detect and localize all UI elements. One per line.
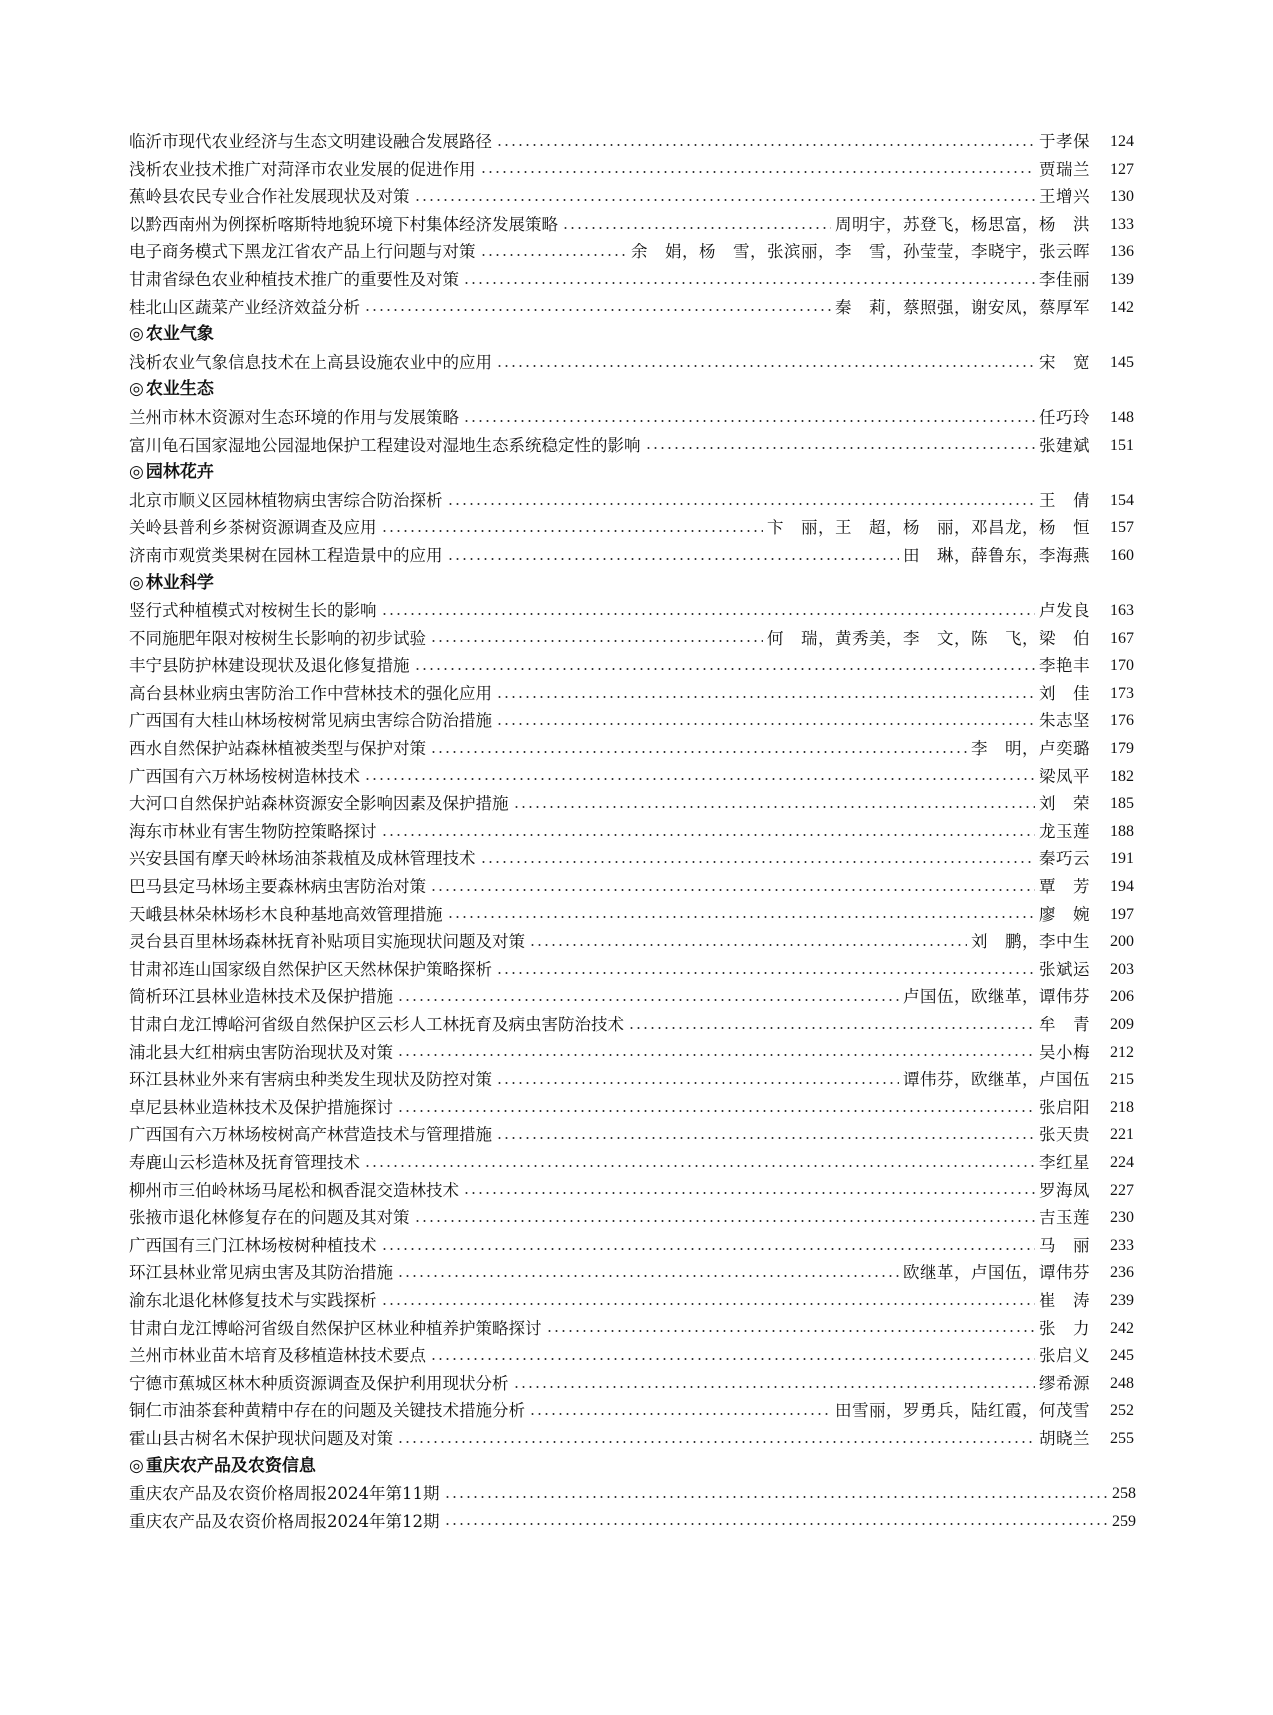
toc-entry[interactable] (129, 845, 1134, 873)
toc-entry[interactable] (129, 735, 1134, 763)
toc-entry[interactable] (129, 432, 1134, 460)
entry-page-number: 230 (1110, 1209, 1134, 1227)
dot-leader (463, 282, 1035, 284)
toc-entry[interactable] (129, 1094, 1134, 1122)
entry-title: 富川龟石国家湿地公园湿地保护工程建设对湿地生态系统稳定性的影响 (129, 435, 641, 455)
dot-leader (430, 1358, 1035, 1360)
entry-author: 贾瑞兰 (1039, 159, 1090, 179)
toc-entry[interactable] (129, 928, 1134, 956)
section-heading-text: 园林花卉 (145, 462, 214, 483)
entry-page-number: 259 (1112, 1512, 1136, 1530)
entry-page-number: 200 (1110, 933, 1134, 951)
entry-page-number: 170 (1110, 657, 1134, 675)
toc-entry[interactable] (129, 404, 1134, 432)
entry-title: 宁德市蕉城区林木种质资源调查及保护利用现状分析 (129, 1373, 509, 1393)
entry-page-number: 176 (1110, 712, 1134, 730)
toc-entry[interactable] (129, 1315, 1134, 1343)
entry-page-number: 212 (1110, 1043, 1134, 1061)
dot-leader (397, 1110, 1035, 1112)
entry-page-number: 191 (1110, 850, 1134, 868)
entry-title: 电子商务模式下黑龙江省农产品上行问题与对策 (129, 242, 476, 262)
entry-author: 卞 丽，王 超，杨 丽，邓昌龙，杨 恒 (767, 518, 1090, 538)
entry-page-number: 182 (1110, 767, 1134, 785)
dot-leader (645, 447, 1036, 449)
entry-title: 海东市林业有害生物防控策略探讨 (129, 821, 377, 841)
entry-page-number: 242 (1110, 1319, 1134, 1337)
toc-entry[interactable] (129, 1397, 1134, 1425)
toc-entry[interactable] (129, 1370, 1134, 1398)
toc-entry[interactable] (129, 873, 1134, 901)
entry-title: 兴安县国有摩天岭林场油茶栽植及成林管理技术 (129, 849, 476, 869)
entry-title: 霍山县古树名木保护现状问题及对策 (129, 1428, 393, 1448)
toc-entry[interactable] (129, 1480, 1134, 1508)
dot-leader (381, 834, 1036, 836)
entry-page-number: 179 (1110, 740, 1134, 758)
entry-title: 环江县林业常见病虫害及其防治措施 (129, 1263, 393, 1283)
entry-title: 重庆农产品及农资价格周报2024年第12期 (129, 1511, 440, 1531)
entry-author: 于孝保 (1039, 132, 1090, 151)
entry-title: 广西国有大桂山林场桉树常见病虫害综合防治措施 (129, 711, 492, 731)
toc-entry[interactable] (129, 266, 1134, 294)
entry-page-number: 160 (1110, 546, 1134, 564)
entry-author: 缪希源 (1039, 1373, 1090, 1393)
section-heading (129, 570, 1134, 598)
toc-entry[interactable] (129, 211, 1134, 239)
toc-entry[interactable] (129, 487, 1134, 515)
dot-leader (562, 227, 831, 229)
toc-entry[interactable] (129, 790, 1134, 818)
entry-title: 巴马县定马林场主要森林病虫害防治对策 (129, 877, 426, 897)
dot-leader (463, 1192, 1035, 1194)
toc-entry[interactable] (129, 1508, 1134, 1536)
toc-entry[interactable] (129, 542, 1134, 570)
toc-entry[interactable] (129, 1066, 1134, 1094)
table-of-contents (129, 128, 1134, 1535)
entry-page-number: 239 (1110, 1291, 1134, 1309)
toc-entry[interactable] (129, 514, 1134, 542)
toc-entry[interactable] (129, 1039, 1134, 1067)
entry-author: 梁凤平 (1039, 766, 1090, 786)
dot-leader (529, 1413, 831, 1415)
entry-author: 廖 婉 (1039, 904, 1090, 924)
toc-entry[interactable] (129, 183, 1134, 211)
section-marker-icon: ◎ (129, 462, 144, 483)
entry-title: 大河口自然保护站森林资源安全影响因素及保护措施 (129, 794, 509, 814)
section-marker-icon: ◎ (129, 324, 144, 345)
entry-page-number: 236 (1110, 1264, 1134, 1282)
toc-entry[interactable] (129, 156, 1134, 184)
entry-author: 张斌运 (1039, 959, 1090, 979)
entry-title: 济南市观赏类果树在园林工程造景中的应用 (129, 545, 443, 565)
dot-leader (444, 1496, 1109, 1498)
dot-leader (447, 503, 1036, 505)
entry-author: 秦巧云 (1039, 849, 1090, 869)
entry-title: 蕉岭县农民专业合作社发展现状及对策 (129, 187, 410, 207)
dot-leader (381, 1303, 1036, 1305)
entry-page-number: 136 (1110, 243, 1134, 261)
entry-author: 卢发良 (1039, 601, 1090, 621)
dot-leader (430, 889, 1035, 891)
dot-leader (414, 668, 1036, 670)
toc-entry[interactable] (129, 597, 1134, 625)
entry-author: 田雪丽，罗勇兵，陆红霞，何茂雪 (835, 1401, 1090, 1421)
entry-title: 浅析农业气象信息技术在上高县设施农业中的应用 (129, 352, 492, 372)
entry-title: 兰州市林木资源对生态环境的作用与发展策略 (129, 407, 459, 427)
toc-entry[interactable] (129, 1425, 1134, 1453)
entry-page-number: 227 (1110, 1181, 1134, 1199)
entry-author: 李佳丽 (1039, 269, 1090, 289)
entry-author: 张 力 (1039, 1318, 1090, 1338)
dot-leader (463, 420, 1035, 422)
toc-entry[interactable] (129, 349, 1134, 377)
entry-author: 覃 芳 (1039, 877, 1090, 897)
section-heading (129, 376, 1134, 404)
dot-leader (397, 1054, 1035, 1056)
toc-entry[interactable] (129, 1232, 1134, 1260)
entry-page-number: 252 (1110, 1402, 1134, 1420)
dot-leader (496, 1137, 1035, 1139)
entry-title: 张掖市退化林修复存在的问题及其对策 (129, 1208, 410, 1228)
entry-title: 广西国有六万林场桉树造林技术 (129, 766, 360, 786)
section-heading-text: 农业生态 (145, 379, 214, 400)
entry-page-number: 209 (1110, 1016, 1134, 1033)
entry-page-number: 203 (1110, 960, 1134, 978)
entry-title: 关岭县普利乡茶树资源调查及应用 (129, 518, 377, 538)
entry-title: 甘肃省绿色农业种植技术推广的重要性及对策 (129, 269, 459, 289)
entry-page-number: 221 (1110, 1126, 1134, 1144)
entry-title: 西水自然保护站森林植被类型与保护对策 (129, 739, 426, 759)
toc-entry[interactable] (129, 1121, 1134, 1149)
toc-entry[interactable] (129, 1011, 1134, 1039)
entry-title: 高台县林业病虫害防治工作中营林技术的强化应用 (129, 683, 492, 703)
entry-page-number: 167 (1110, 629, 1134, 647)
toc-entry[interactable] (129, 1287, 1134, 1315)
entry-title: 北京市顺义区园林植物病虫害综合防治探析 (129, 490, 443, 510)
dot-leader (496, 1082, 899, 1084)
entry-title: 丰宁县防护林建设现状及退化修复措施 (129, 656, 410, 676)
toc-entry[interactable] (129, 707, 1134, 735)
section-heading-text: 农业气象 (145, 324, 214, 345)
toc-entry[interactable] (129, 652, 1134, 680)
dot-leader (447, 916, 1036, 918)
entry-page-number: 142 (1110, 298, 1134, 316)
entry-page-number: 224 (1110, 1153, 1134, 1171)
entry-title: 柳州市三伯岭林场马尾松和枫香混交造林技术 (129, 1180, 459, 1200)
entry-author: 吉玉莲 (1039, 1208, 1090, 1228)
entry-page-number: 154 (1110, 491, 1134, 509)
entry-title: 广西国有六万林场桉树高产林营造技术与管理措施 (129, 1125, 492, 1145)
entry-page-number: 258 (1112, 1485, 1136, 1503)
entry-page-number: 163 (1110, 602, 1134, 620)
entry-page-number: 157 (1110, 519, 1134, 537)
toc-entry[interactable] (129, 625, 1134, 653)
dot-leader (397, 1441, 1035, 1443)
entry-author: 张天贵 (1039, 1125, 1090, 1145)
entry-page-number: 233 (1110, 1236, 1134, 1254)
section-marker-icon: ◎ (129, 379, 144, 400)
entry-author: 罗海凤 (1039, 1180, 1090, 1200)
dot-leader (513, 806, 1036, 808)
dot-leader (447, 558, 900, 560)
entry-title: 广西国有三门江林场桉树种植技术 (129, 1235, 377, 1255)
entry-author: 崔 涛 (1039, 1290, 1090, 1310)
dot-leader (397, 1275, 899, 1277)
entry-title: 灵台县百里林场森林抚育补贴项目实施现状问题及对策 (129, 932, 525, 952)
toc-entry[interactable] (129, 1204, 1134, 1232)
entry-title: 寿鹿山云杉造林及抚育管理技术 (129, 1152, 360, 1172)
entry-title: 甘肃白龙江博峪河省级自然保护区云杉人工林抚育及病虫害防治技术 (129, 1015, 624, 1034)
entry-page-number: 173 (1110, 684, 1134, 702)
entry-author: 胡晓兰 (1039, 1428, 1090, 1448)
dot-leader (381, 1248, 1036, 1250)
section-marker-icon: ◎ (129, 1455, 144, 1476)
toc-entry[interactable] (129, 1259, 1134, 1287)
section-marker-icon: ◎ (129, 572, 144, 593)
entry-page-number: 197 (1110, 905, 1134, 923)
dot-leader (397, 999, 899, 1001)
entry-page-number: 245 (1110, 1347, 1134, 1365)
dot-leader (480, 861, 1036, 863)
entry-page-number: 139 (1110, 270, 1134, 288)
entry-title: 铜仁市油茶套种黄精中存在的问题及关键技术措施分析 (129, 1401, 525, 1421)
section-heading (129, 321, 1134, 349)
entry-author: 李艳丰 (1039, 656, 1090, 676)
entry-page-number: 206 (1110, 988, 1134, 1006)
toc-entry[interactable] (129, 238, 1134, 266)
dot-leader (480, 171, 1036, 173)
entry-author: 田 琳，薛鲁东，李海燕 (903, 545, 1090, 565)
entry-author: 朱志坚 (1039, 711, 1090, 731)
dot-leader (381, 530, 764, 532)
dot-leader (381, 613, 1036, 615)
entry-page-number: 185 (1110, 795, 1134, 813)
entry-page-number: 248 (1110, 1374, 1134, 1392)
entry-author: 张启阳 (1039, 1097, 1090, 1117)
entry-author: 谭伟芬，欧继革，卢国伍 (903, 1070, 1090, 1090)
entry-title: 浅析农业技术推广对菏泽市农业发展的促进作用 (129, 159, 476, 179)
entry-author: 周明宇，苏登飞，杨思富，杨 洪 (835, 214, 1090, 234)
entry-title: 桂北山区蔬菜产业经济效益分析 (129, 297, 360, 317)
entry-title: 重庆农产品及农资价格周报2024年第11期 (129, 1484, 440, 1504)
entry-author: 刘 荣 (1039, 794, 1090, 814)
entry-author: 王增兴 (1039, 187, 1090, 207)
entry-page-number: 127 (1110, 160, 1134, 178)
entry-title: 环江县林业外来有害病虫种类发生现状及防控对策 (129, 1070, 492, 1090)
toc-entry[interactable] (129, 983, 1134, 1011)
entry-author: 李 明，卢奕璐 (971, 739, 1090, 759)
dot-leader (496, 144, 1035, 146)
entry-page-number: 130 (1110, 188, 1134, 206)
toc-entry[interactable] (129, 763, 1134, 791)
entry-page-number: 255 (1110, 1429, 1134, 1447)
entry-page-number: 133 (1110, 215, 1134, 233)
dot-leader (529, 944, 967, 946)
entry-title: 天峨县林朵林场杉木良种基地高效管理措施 (129, 904, 443, 924)
entry-author: 宋 宽 (1039, 352, 1090, 372)
entry-title: 竖行式种植模式对桉树生长的影响 (129, 601, 377, 621)
toc-entry[interactable] (129, 1149, 1134, 1177)
toc-entry[interactable] (129, 956, 1134, 984)
dot-leader (496, 723, 1035, 725)
entry-author: 任巧玲 (1039, 407, 1090, 427)
dot-leader (496, 696, 1035, 698)
entry-page-number: 124 (1110, 133, 1134, 150)
dot-leader (364, 309, 831, 311)
entry-page-number: 215 (1110, 1071, 1134, 1089)
dot-leader (496, 972, 1035, 974)
entry-page-number: 194 (1110, 878, 1134, 896)
dot-leader (414, 1220, 1036, 1222)
entry-author: 张启义 (1039, 1346, 1090, 1366)
entry-title: 不同施肥年限对桉树生长影响的初步试验 (129, 628, 426, 648)
dot-leader (414, 199, 1036, 201)
entry-title: 临沂市现代农业经济与生态文明建设融合发展路径 (129, 132, 492, 151)
entry-author: 何 瑞，黄秀美，李 文，陈 飞，梁 伯 (767, 628, 1090, 648)
dot-leader (364, 1165, 1035, 1167)
entry-title: 浦北县大红柑病虫害防治现状及对策 (129, 1042, 393, 1062)
entry-title: 甘肃白龙江博峪河省级自然保护区林业种植养护策略探讨 (129, 1318, 542, 1338)
dot-leader (444, 1523, 1109, 1525)
entry-author: 牟 青 (1039, 1015, 1090, 1034)
section-heading-text: 林业科学 (145, 572, 214, 593)
dot-leader (430, 751, 967, 753)
dot-leader (364, 778, 1035, 780)
entry-title: 卓尼县林业造林技术及保护措施探讨 (129, 1097, 393, 1117)
entry-author: 卢国伍，欧继革，谭伟芬 (903, 987, 1090, 1007)
toc-entry[interactable] (129, 818, 1134, 846)
entry-author: 王 倩 (1039, 490, 1090, 510)
entry-author: 张建斌 (1039, 435, 1090, 455)
entry-author: 马 丽 (1039, 1235, 1090, 1255)
entry-title: 以黔西南州为例探析喀斯特地貌环境下村集体经济发展策略 (129, 214, 558, 234)
toc-entry[interactable] (129, 680, 1134, 708)
entry-author: 龙玉莲 (1039, 821, 1090, 841)
toc-entry[interactable] (129, 128, 1134, 156)
entry-page-number: 218 (1110, 1098, 1134, 1116)
entry-page-number: 148 (1110, 408, 1134, 426)
toc-entry[interactable] (129, 901, 1134, 929)
entry-page-number: 188 (1110, 822, 1134, 840)
entry-title: 甘肃祁连山国家级自然保护区天然林保护策略探析 (129, 959, 492, 979)
toc-entry[interactable] (129, 294, 1134, 322)
entry-title: 简析环江县林业造林技术及保护措施 (129, 987, 393, 1007)
toc-entry[interactable] (129, 1177, 1134, 1205)
entry-title: 兰州市林业苗木培育及移植造林技术要点 (129, 1346, 426, 1366)
entry-page-number: 145 (1110, 353, 1134, 371)
dot-leader (513, 1386, 1036, 1388)
entry-author: 欧继革，卢国伍，谭伟芬 (903, 1263, 1090, 1283)
section-heading (129, 1453, 1134, 1481)
entry-author: 秦 莉，蔡照强，谢安凤，蔡厚军 (835, 297, 1090, 317)
dot-leader (496, 365, 1035, 367)
entry-author: 刘 鹏，李中生 (971, 932, 1090, 952)
entry-author: 李红星 (1039, 1152, 1090, 1172)
toc-entry[interactable] (129, 1342, 1134, 1370)
dot-leader (546, 1330, 1036, 1332)
entry-page-number: 151 (1110, 436, 1134, 454)
dot-leader (480, 254, 628, 256)
entry-author: 吴小梅 (1039, 1042, 1090, 1062)
dot-leader (628, 1027, 1035, 1029)
entry-author: 余 娟，杨 雪，张滨丽，李 雪，孙莹莹，李晓宇，张云晖 (631, 242, 1090, 262)
entry-author: 刘 佳 (1039, 683, 1090, 703)
entry-title: 渝东北退化林修复技术与实践探析 (129, 1290, 377, 1310)
dot-leader (430, 640, 763, 642)
section-heading-text: 重庆农产品及农资信息 (145, 1455, 316, 1476)
section-heading (129, 459, 1134, 487)
